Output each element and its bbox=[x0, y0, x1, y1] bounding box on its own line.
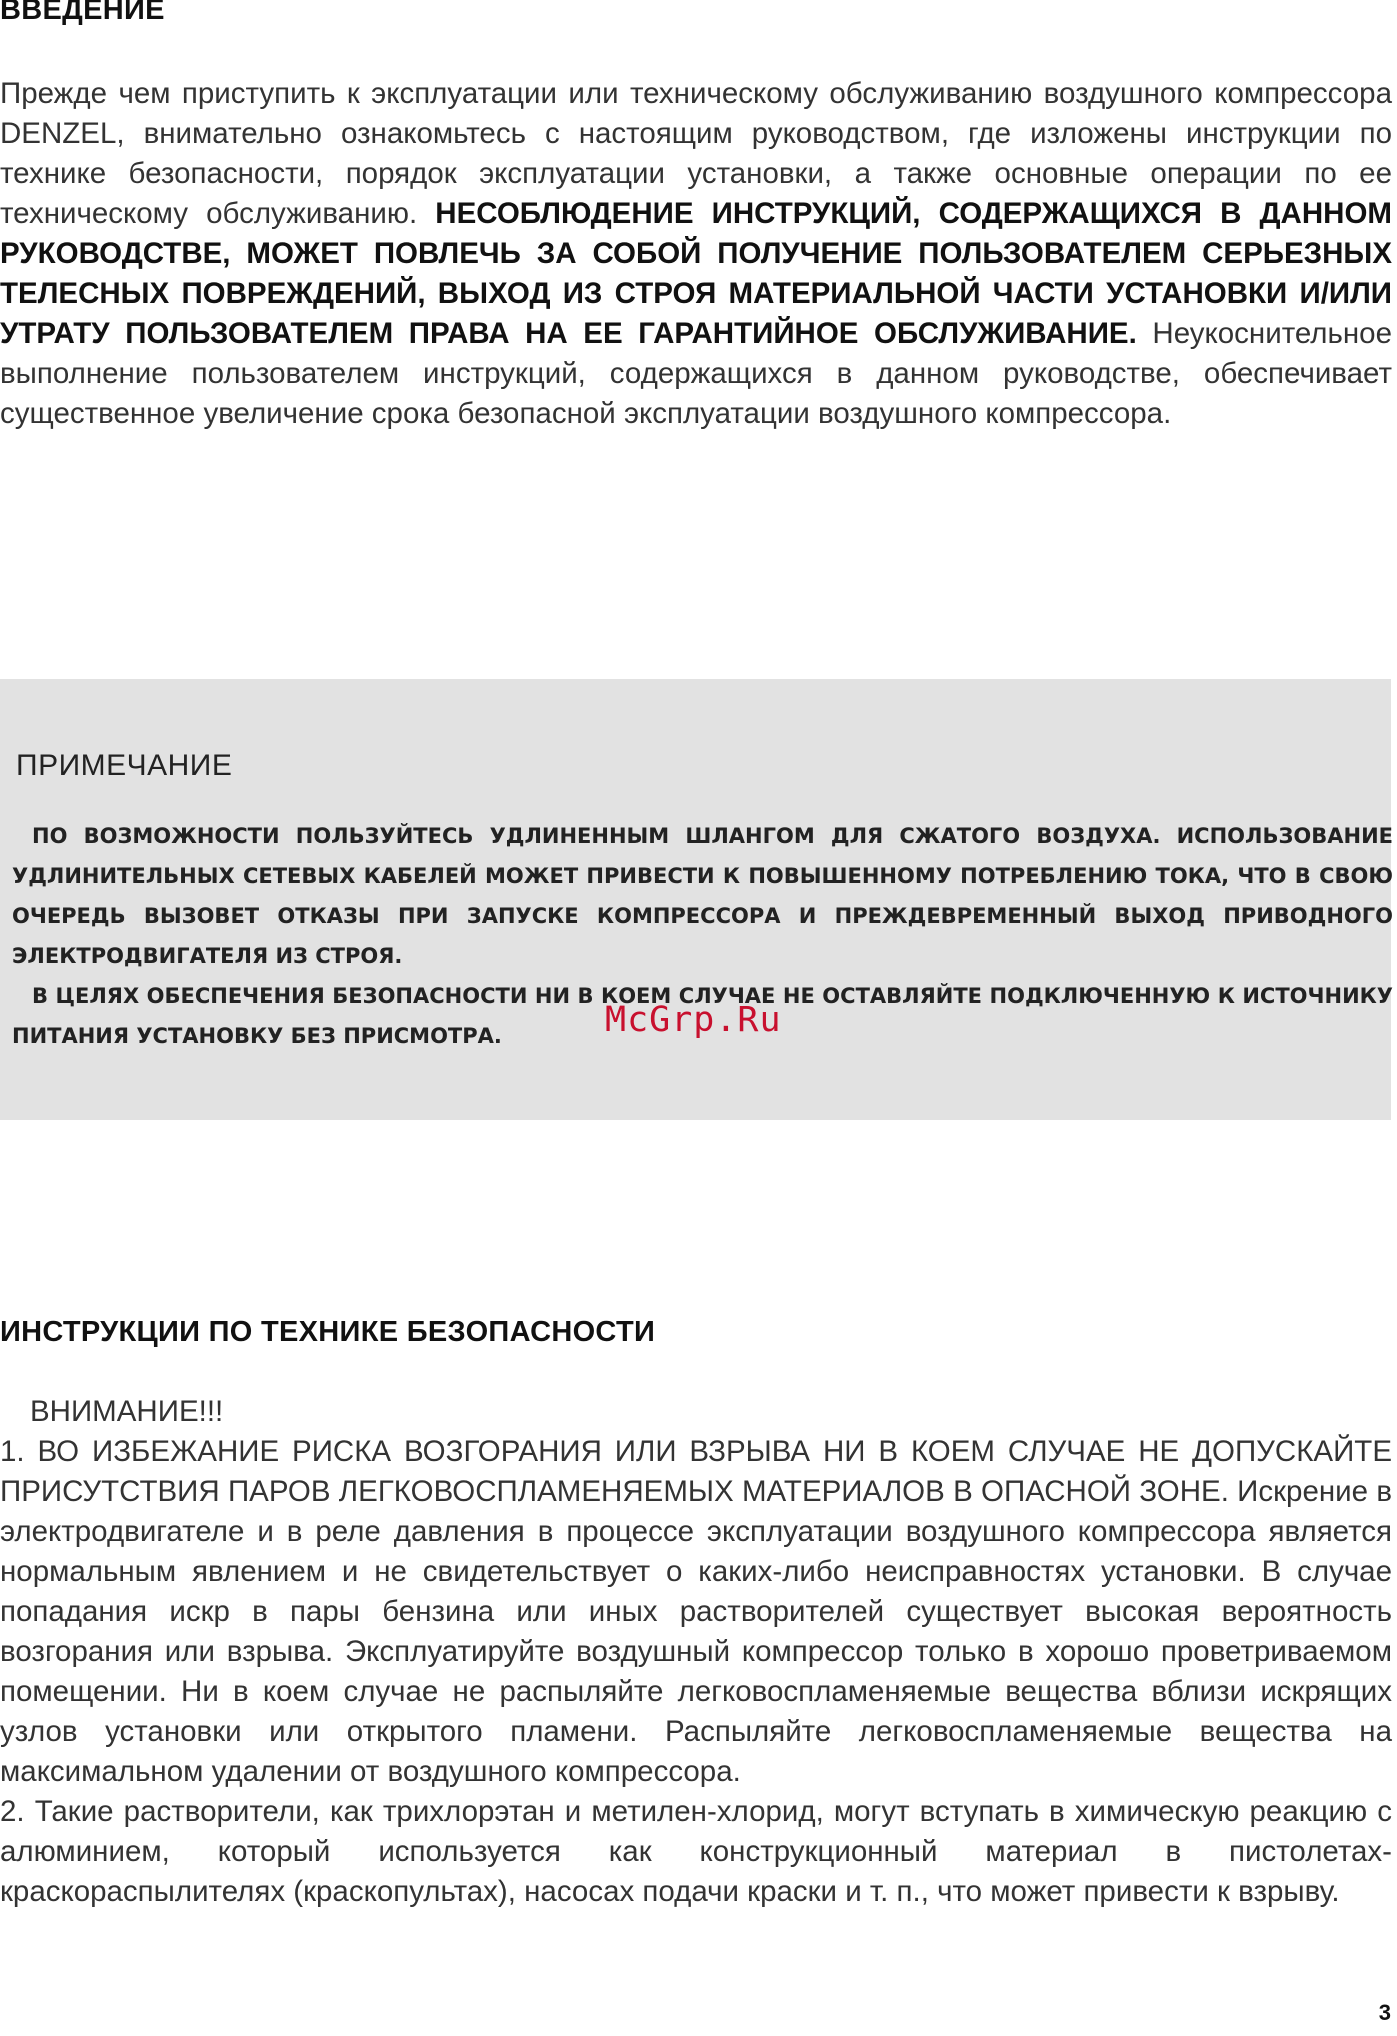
intro-text-start: Прежде чем приступить к эксплуатации или техническому обслуживанию воздушного компрессора DENZEL, внимательно ознакомьтесь с настоящим руководством, где изложены инструкции по технике безопасности, порядок эксплуатации установки, а также основные операции по ее техническому обслуживанию. bbox=[0, 77, 1392, 230]
watermark: McGrp.Ru bbox=[605, 1000, 782, 1040]
safety-heading: ИНСТРУКЦИИ ПО ТЕХНИКЕ БЕЗОПАСНОСТИ bbox=[0, 1316, 656, 1348]
safety-instructions bbox=[0, 1392, 1392, 1912]
intro-paragraph bbox=[0, 74, 1392, 434]
attention-label: ВНИМАНИЕ!!! bbox=[30, 1395, 224, 1428]
safety-item-1: 1. ВО ИЗБЕЖАНИЕ РИСКА ВОЗГОРАНИЯ ИЛИ ВЗРЫВА НИ В КОЕМ СЛУЧАЕ НЕ ДОПУСКАЙТЕ ПРИСУТСТВИЯ ПАРОВ ЛЕГКОВОСПЛАМЕНЯЕМЫХ МАТЕРИАЛОВ В ОПАСНОЙ ЗОНЕ. Искрение в электродвигателе и в реле давления в процессе эксплуатации воздушного компрессора является нормальным явлением и не свидетельствует о каких-либо неисправностях установки. В случае попадания искр в пары бензина или иных растворителей существует высокая вероятность возгорания или взрыва. Эксплуатируйте воздушный компрессор только в хорошо проветриваемом помещении. Ни в коем случае не распыляйте легковоспламеняемые вещества вблизи искрящих узлов установки или открытого пламени. Распыляйте легковоспламеняемые вещества на максимальном удалении от воздушного компрессора. bbox=[0, 1435, 1392, 1788]
intro-warning-bold: НЕСОБЛЮДЕНИЕ ИНСТРУКЦИЙ, СОДЕРЖАЩИХСЯ В ДАННОМ РУКОВОДСТВЕ, МОЖЕТ ПОВЛЕЧЬ ЗА СОБОЙ ПОЛУЧЕНИЕ ПОЛЬЗОВАТЕЛЕМ СЕРЬЕЗНЫХ ТЕЛЕСНЫХ ПОВРЕЖДЕНИЙ, ВЫХОД ИЗ СТРОЯ МАТЕРИАЛЬНОЙ ЧАСТИ УСТАНОВКИ И/ИЛИ УТРАТУ ПОЛЬЗОВАТЕЛЕМ ПРАВА НА ЕЕ ГАРАНТИЙНОЕ ОБСЛУЖИВАНИЕ. bbox=[0, 197, 1392, 350]
note-paragraph-1: ПО ВОЗМОЖНОСТИ ПОЛЬЗУЙТЕСЬ УДЛИНЕННЫМ ШЛАНГОМ ДЛЯ СЖАТОГО ВОЗДУХА. ИСПОЛЬЗОВАНИЕ УДЛИНИТЕЛЬНЫХ СЕТЕВЫХ КАБЕЛЕЙ МОЖЕТ ПРИВЕСТИ К ПОВЫШЕННОМУ ПОТРЕБЛЕНИЮ ТОКА, ЧТО В СВОЮ ОЧЕРЕДЬ ВЫЗОВЕТ ОТКАЗЫ ПРИ ЗАПУСКЕ КОМПРЕССОРА И ПРЕЖДЕВРЕМЕННЫЙ ВЫХОД ПРИВОДНОГО ЭЛЕКТРОДВИГАТЕЛЯ ИЗ СТРОЯ. bbox=[12, 824, 1393, 968]
page-number: 3 bbox=[1378, 2000, 1391, 2025]
note-paragraph-2: В ЦЕЛЯХ ОБЕСПЕЧЕНИЯ БЕЗОПАСНОСТИ НИ В КОЕМ СЛУЧАЕ НЕ ОСТАВЛЯЙТЕ ПОДКЛЮЧЕННУЮ К ИСТОЧНИКУ ПИТАНИЯ УСТАНОВКУ БЕЗ ПРИСМОТРА. bbox=[12, 984, 1393, 1048]
note-title: ПРИМЕЧАНИЕ bbox=[16, 749, 233, 782]
safety-item-2: 2. Такие растворители, как трихлорэтан и метилен-хлорид, могут вступать в химическую реакцию с алюминием, который используется как конструкционный материал в пистолетах-краскораспылителях (краскопультах), насосах подачи краски и т. п., что может привести к взрыву. bbox=[0, 1795, 1392, 1908]
note-box bbox=[0, 679, 1391, 1120]
intro-text-end: Неукоснительное выполнение пользователем инструкций, содержащихся в данном руководстве, обеспечивает существенное увеличение срока безопасной эксплуатации воздушного компрессора. bbox=[0, 317, 1392, 430]
intro-heading: ВВЕДЕНИЕ bbox=[0, 0, 165, 26]
